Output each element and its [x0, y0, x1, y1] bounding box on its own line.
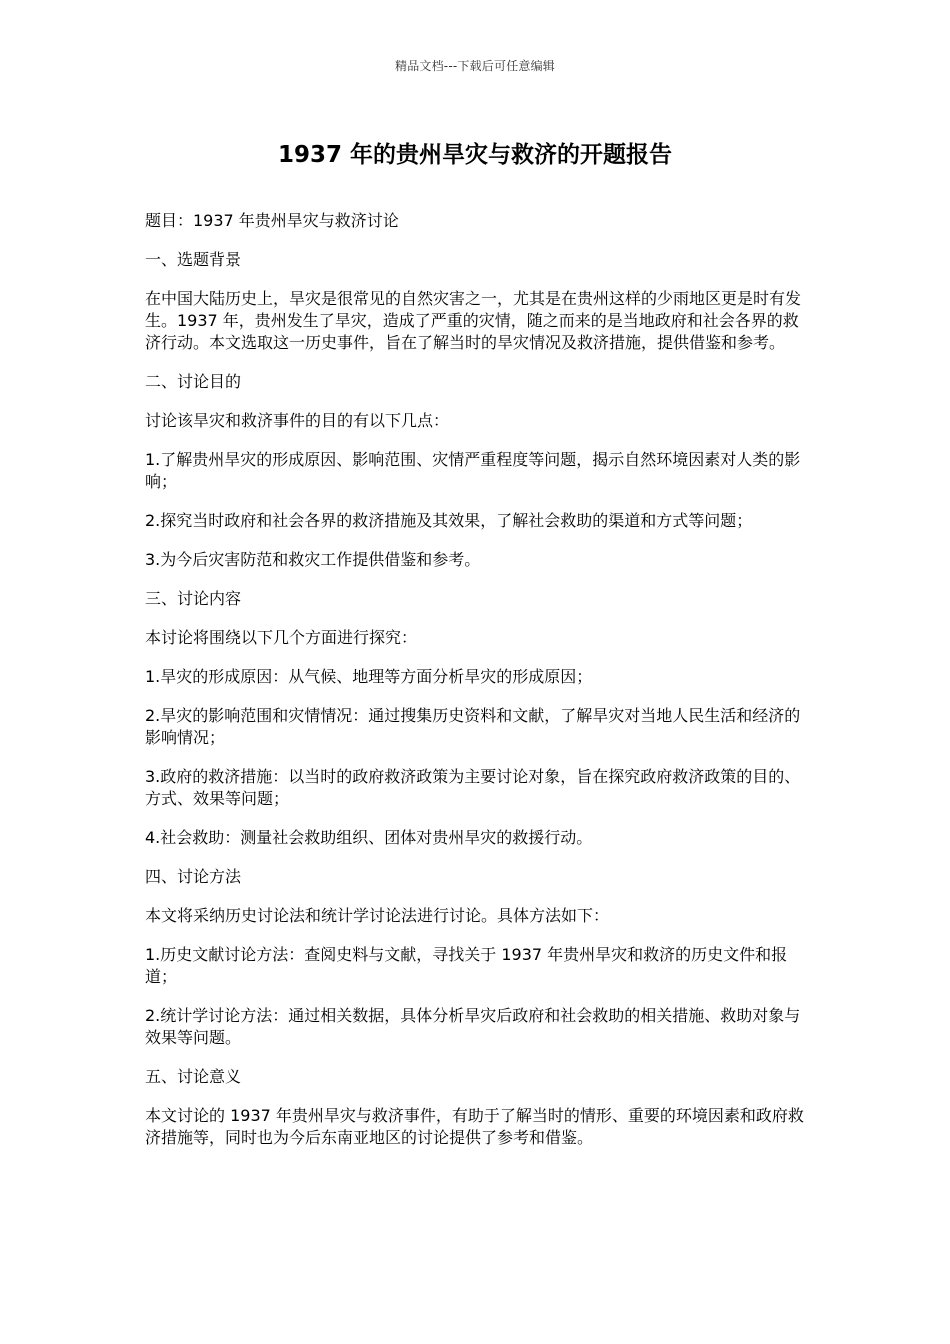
paragraph-purpose-3: 3.为今后灾害防范和救灾工作提供借鉴和参考。: [145, 550, 481, 569]
paragraph-purpose-2: 2.探究当时政府和社会各界的救济措施及其效果，了解社会救助的渠道和方式等问题；: [145, 511, 753, 530]
paragraph-significance: 本文讨论的 1937 年贵州旱灾与救济事件，有助于了解当时的情形、重要的环境因素和政府救济措施等，同时也为今后东南亚地区的讨论提供了参考和借鉴。: [145, 1106, 804, 1147]
paragraph-content-2: 2.旱灾的影响范围和灾情情况：通过搜集历史资料和文献，了解旱灾对当地人民生活和经济的影响情况；: [145, 706, 801, 747]
paragraph-content-1: 1.旱灾的形成原因：从气候、地理等方面分析旱灾的形成原因；: [145, 667, 593, 686]
section-heading-background: 一、选题背景: [145, 250, 242, 269]
section-heading-significance: 五、讨论意义: [145, 1067, 242, 1086]
document-title: 1937 年的贵州旱灾与救济的开题报告: [277, 142, 673, 168]
section-heading-method: 四、讨论方法: [145, 867, 242, 886]
paragraph-topic: 题目：1937 年贵州旱灾与救济讨论: [145, 211, 399, 230]
paragraph-method-2: 2.统计学讨论方法：通过相关数据，具体分析旱灾后政府和社会救助的相关措施、救助对象与效果等问题。: [145, 1006, 801, 1047]
page-header: 精品文档---下载后可任意编辑: [395, 59, 555, 73]
paragraph-method-intro: 本文将采纳历史讨论法和统计学讨论法进行讨论。具体方法如下：: [145, 906, 610, 925]
document-body: [145, 210, 805, 1166]
paragraph-method-1: 1.历史文献讨论方法：查阅史料与文献，寻找关于 1937 年贵州旱灾和救济的历史文件和报道；: [145, 945, 788, 986]
paragraph-content-3: 3.政府的救济措施：以当时的政府救济政策为主要讨论对象，旨在探究政府救济政策的目的、方式、效果等问题；: [145, 767, 801, 808]
paragraph-purpose-intro: 讨论该旱灾和救济事件的目的有以下几点：: [145, 411, 450, 430]
section-heading-purpose: 二、讨论目的: [145, 372, 242, 391]
paragraph-content-intro: 本讨论将围绕以下几个方面进行探究：: [145, 628, 418, 647]
paragraph-purpose-1: 1.了解贵州旱灾的形成原因、影响范围、灾情严重程度等问题，揭示自然环境因素对人类的影响；: [145, 450, 801, 491]
paragraph-background: 在中国大陆历史上，旱灾是很常见的自然灾害之一，尤其是在贵州这样的少雨地区更是时有发生。1937 年，贵州发生了旱灾，造成了严重的灾情，随之而来的是当地政府和社会各界的救济行动。本文选取这一历史事件，旨在了解当时的旱灾情况及救济措施，提供借鉴和参考。: [145, 289, 802, 352]
paragraph-content-4: 4.社会救助：测量社会救助组织、团体对贵州旱灾的救援行动。: [145, 828, 593, 847]
section-heading-content: 三、讨论内容: [145, 589, 242, 608]
